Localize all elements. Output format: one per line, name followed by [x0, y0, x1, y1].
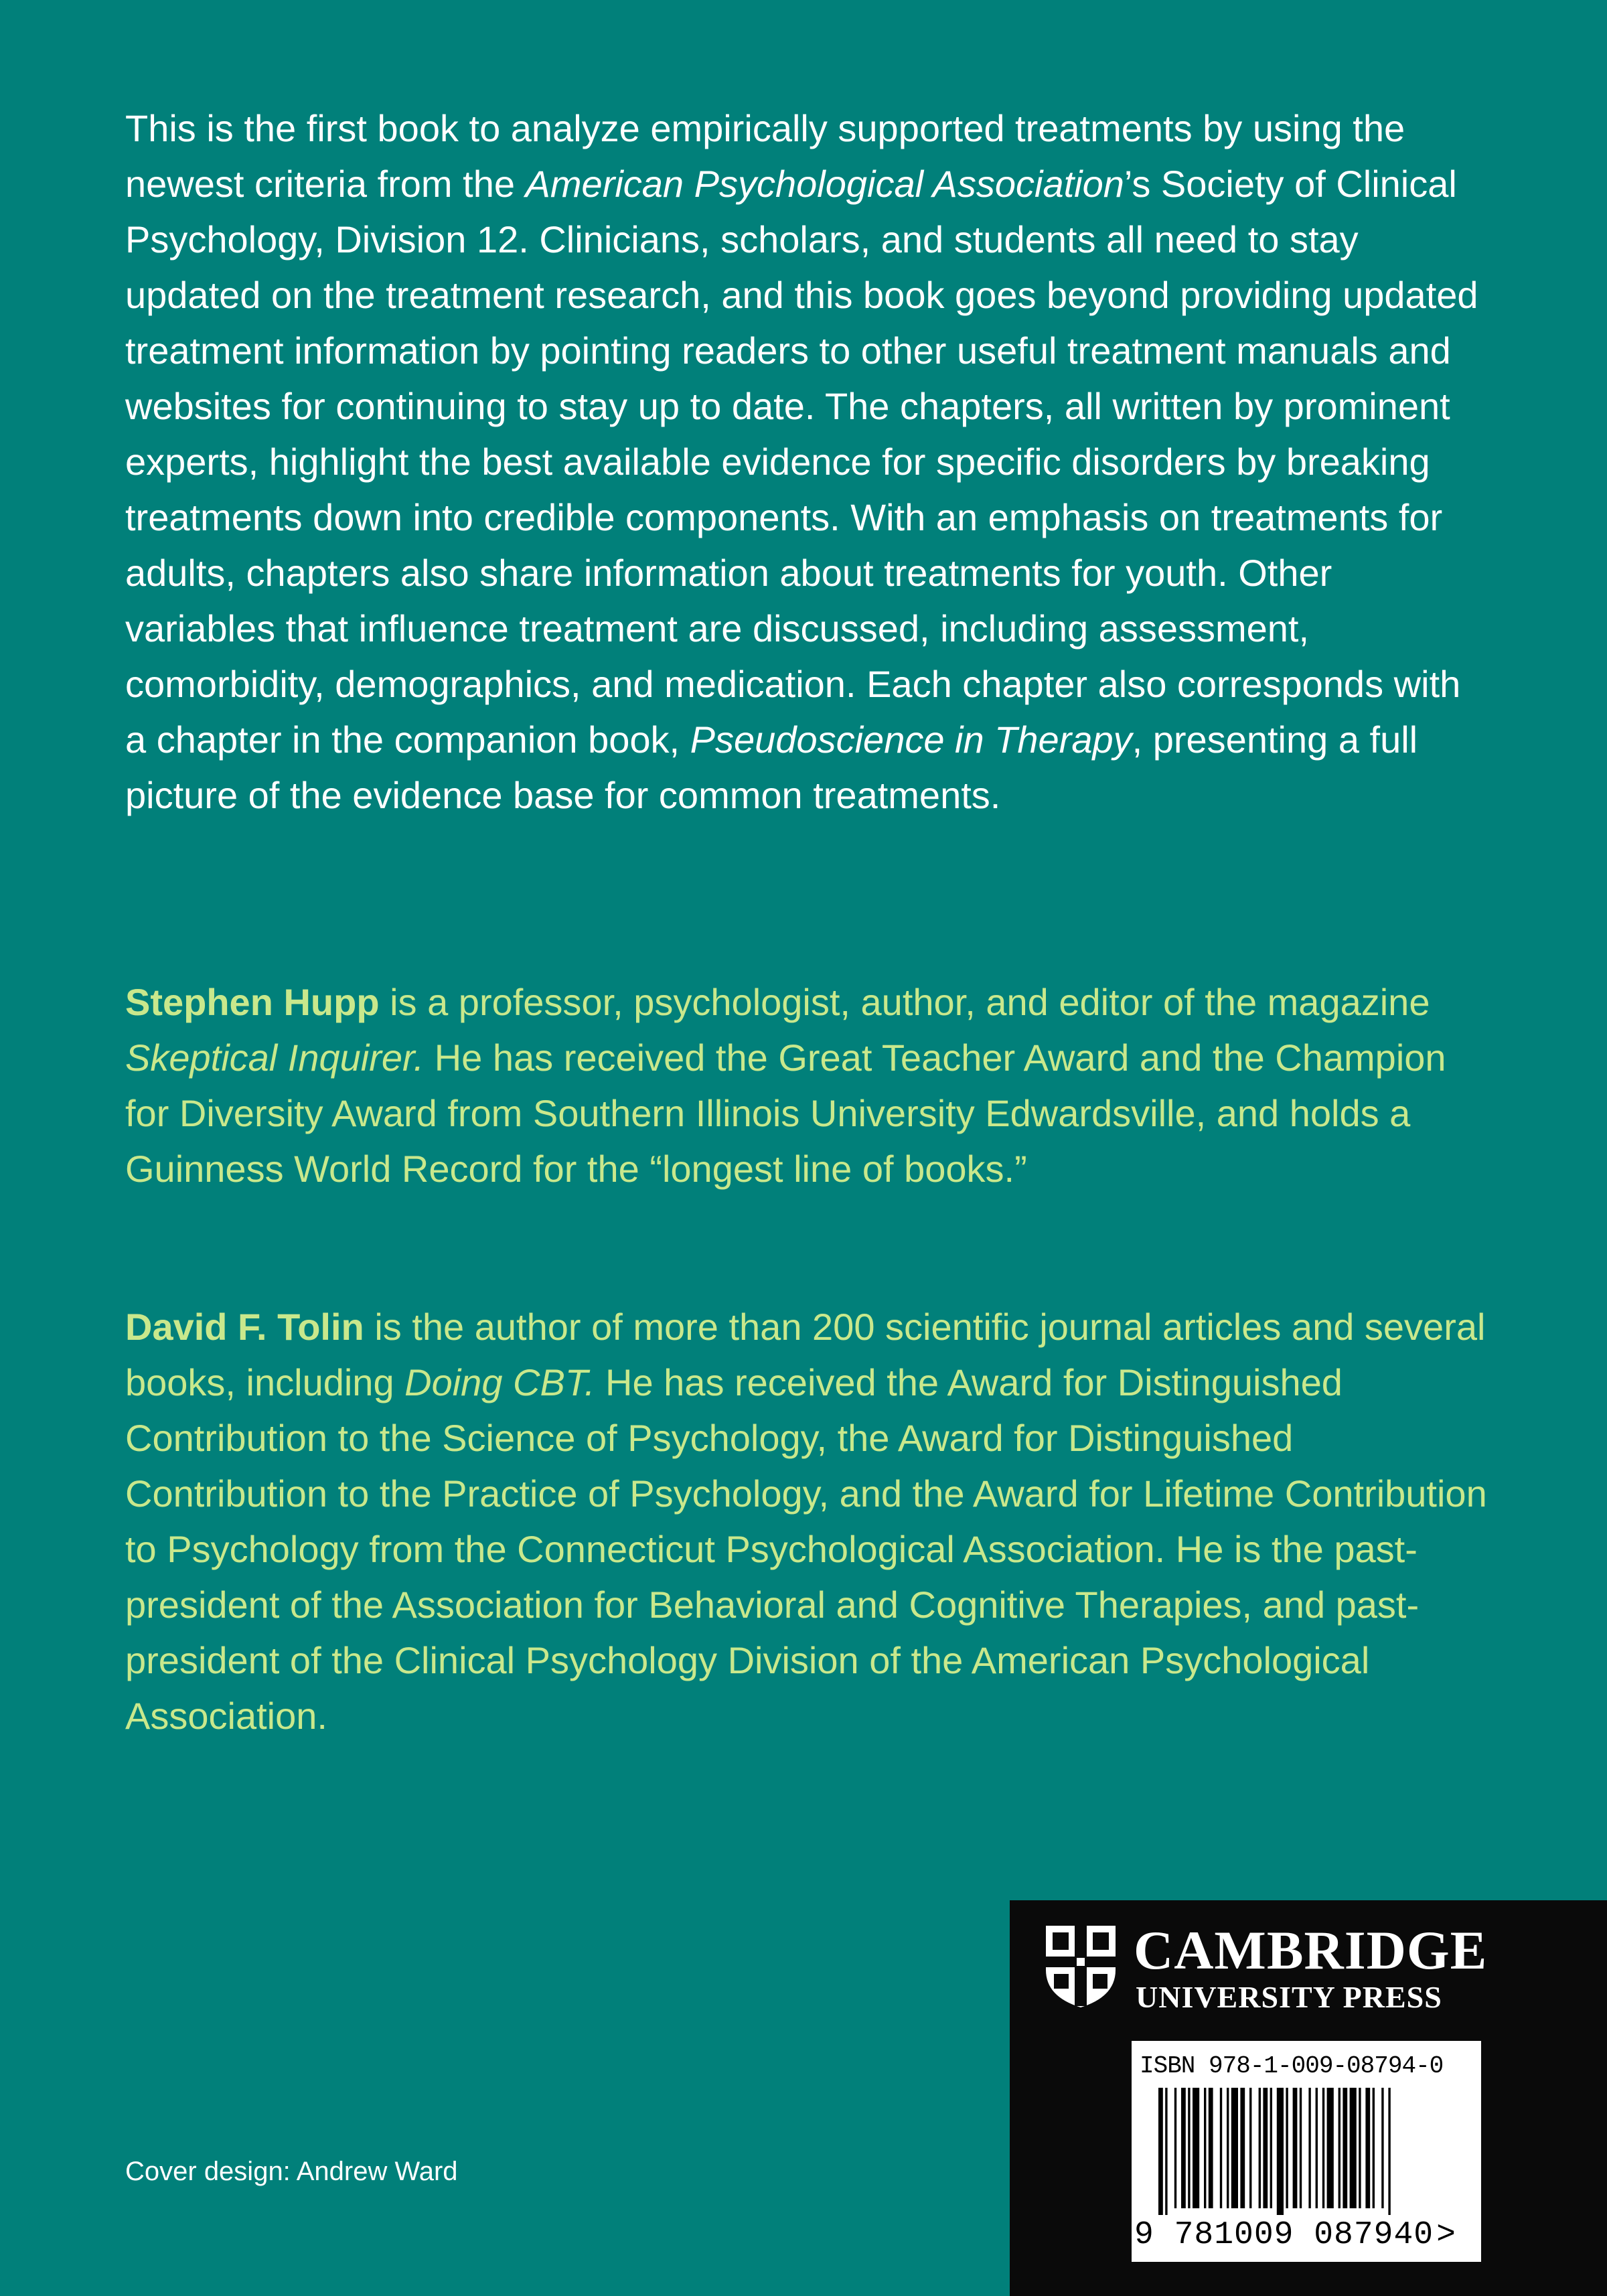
barcode-bar — [1240, 2088, 1245, 2208]
barcode-bar — [1338, 2088, 1341, 2208]
cambridge-crest-icon — [1043, 1923, 1118, 2010]
author-bio-david-tolin — [125, 1299, 1491, 1744]
barcode-number: 9 781009 087940 — [1134, 2217, 1434, 2253]
barcode-bar — [1308, 2088, 1310, 2208]
barcode-bar — [1259, 2088, 1261, 2208]
book-description — [125, 100, 1491, 823]
description-emphasis-apa: American Psychological Association — [525, 163, 1124, 205]
barcode-bar — [1165, 2088, 1167, 2215]
bio-text: is the author of more than 200 scientific journal articles and several books, including — [125, 1306, 1486, 1403]
barcode-bar — [1220, 2088, 1222, 2208]
barcode-bar — [1277, 2088, 1284, 2215]
cover-design-credit: Cover design: Andrew Ward — [125, 2157, 458, 2186]
barcode-bar — [1193, 2088, 1199, 2208]
barcode-bar — [1270, 2088, 1272, 2208]
barcode-bar — [1359, 2088, 1361, 2208]
isbn-label: ISBN 978-1-009-08794-0 — [1140, 2052, 1444, 2080]
barcode-bar — [1231, 2088, 1238, 2208]
barcode-bar — [1263, 2088, 1268, 2208]
barcode-bar — [1286, 2088, 1288, 2208]
bio-text: He has received the Award for Distinguished Contribution to the Science of Psychology, the Award for Distinguished Contribution to the Practice of Psychology, and the Award for Lifetime Contribution to Psychology from the Connecticut Psychological Association. He is the past-president of the Association for Behavioral and Cognitive Therapies, and past-president of the Clinical Psychology Division of the American Psychological Association. — [125, 1361, 1487, 1737]
barcode-bars — [1158, 2088, 1460, 2215]
description-part-3: , presenting a full picture of the evidence base for common treatments. — [125, 718, 1418, 816]
barcode-digits — [1134, 2216, 1456, 2254]
barcode-arrow: > — [1436, 2217, 1456, 2253]
barcode-bar — [1300, 2088, 1302, 2208]
barcode-bar — [1174, 2088, 1176, 2208]
barcode-bar — [1388, 2088, 1390, 2215]
barcode-bar — [1350, 2088, 1357, 2208]
isbn-barcode — [1132, 2041, 1481, 2262]
barcode-bar — [1365, 2088, 1370, 2208]
author-name: Stephen Hupp — [125, 981, 380, 1023]
barcode-bar — [1158, 2088, 1163, 2215]
barcode-bar — [1293, 2088, 1298, 2208]
barcode-bar — [1327, 2088, 1334, 2208]
publisher-name: CAMBRIDGE — [1134, 1920, 1488, 1981]
publisher-subname: UNIVERSITY PRESS — [1136, 1980, 1442, 2014]
barcode-bar — [1381, 2088, 1383, 2208]
barcode-bar — [1343, 2088, 1347, 2208]
barcode-bar — [1181, 2088, 1186, 2208]
barcode-bar — [1227, 2088, 1229, 2208]
barcode-bar — [1373, 2088, 1375, 2208]
description-emphasis-companion-book: Pseudoscience in Therapy — [690, 718, 1132, 761]
bio-text: is a professor, psychologist, author, and editor of the magazine — [379, 981, 1430, 1023]
barcode-bar — [1209, 2088, 1213, 2208]
barcode-bar — [1204, 2088, 1206, 2208]
barcode-bar — [1316, 2088, 1318, 2208]
barcode-bar — [1188, 2088, 1190, 2208]
author-bio-stephen-hupp — [125, 974, 1491, 1197]
bio-text: He has received the Great Teacher Award and the Champion for Diversity Award from Southern Illinois University Edwardsville, and holds a Guinness World Record for the “longest line of books.” — [125, 1037, 1446, 1190]
barcode-bar — [1322, 2088, 1324, 2208]
bio-emphasis: Doing CBT. — [404, 1361, 595, 1403]
bio-emphasis: Skeptical Inquirer. — [125, 1037, 425, 1079]
description-part-1: This is the first book to analyze empirically supported treatments by using the newest criteria from the — [125, 107, 1405, 205]
author-name: David F. Tolin — [125, 1306, 364, 1348]
description-part-2: ’s Society of Clinical Psychology, Division 12. Clinicians, scholars, and students all need to stay updated on the treatment research, and this book goes beyond providing updated treatment information by pointing readers to other useful treatment manuals and websites for continuing to stay up to date. The chapters, all written by prominent experts, highlight the best available evidence for specific disorders by breaking treatments down into credible components. With an emphasis on treatments for adults, chapters also share information about treatments for youth. Other variables that influence treatment are discussed, including assessment, comorbidity, demographics, and medication. Each chapter also corresponds with a chapter in the companion book, — [125, 163, 1478, 761]
barcode-bar — [1249, 2088, 1251, 2208]
